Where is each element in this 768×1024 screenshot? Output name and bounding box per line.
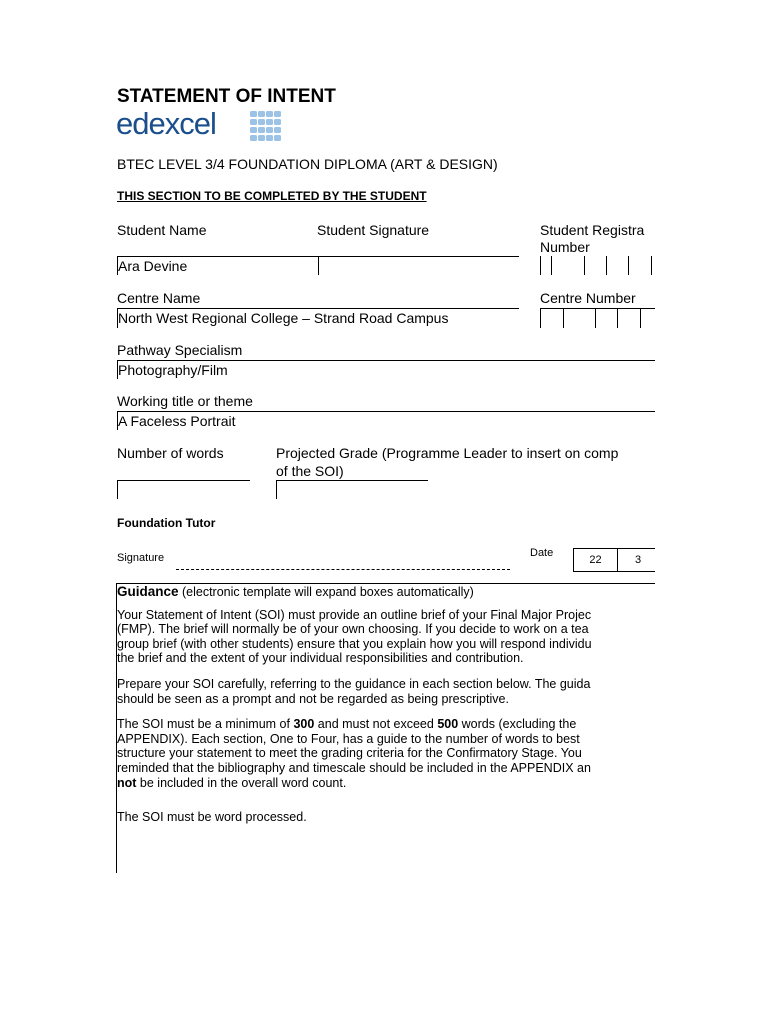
projected-grade-label-2: of the SOI)	[276, 463, 344, 479]
course-subtitle: BTEC LEVEL 3/4 FOUNDATION DIPLOMA (ART & DESIGN)	[117, 156, 498, 172]
section-heading: THIS SECTION TO BE COMPLETED BY THE STUDENT	[117, 189, 427, 203]
centre-field-line	[117, 308, 519, 309]
guidance-paragraph-3: The SOI must be a minimum of 300 and must not exceed 500 words (excluding the APPENDIX). Each section, One to Four, has a guide to the number of words to best structure your statement to meet the grading criteria for the Confirmatory Stage. You reminded that the bibliography and timescale should be included in the APPENDIX an not be included in the overall word count.	[117, 717, 591, 790]
number-of-words-label: Number of words	[117, 445, 224, 461]
projected-grade-label: Projected Grade (Programme Leader to insert on comp	[276, 445, 619, 461]
box-divider	[640, 308, 641, 328]
box-divider	[584, 256, 585, 275]
tutor-signature-line[interactable]	[176, 569, 510, 570]
guidance-paragraph-1: Your Statement of Intent (SOI) must provide an outline brief of your Final Major Projec (FMP). The brief will normally be of your own choosing. If you decide to work on a tea group brief (with other students) ensure that you explain how you will respond individu the brief and the extent of your individual responsibilities and contribution.	[117, 607, 592, 666]
guidance-heading: Guidance	[117, 584, 179, 599]
student-signature-field[interactable]	[319, 257, 517, 275]
logo-text: edexcel	[116, 106, 216, 141]
number-of-words-field[interactable]	[118, 481, 248, 499]
working-title-field[interactable]: A Faceless Portrait	[118, 413, 236, 429]
guidance-box	[117, 583, 655, 836]
centre-number-label: Centre Number	[540, 290, 636, 306]
working-title-label: Working title or theme	[117, 393, 253, 409]
centre-name-field[interactable]: North West Regional College – Strand Road Campus	[118, 310, 449, 326]
signature-label: Signature	[117, 552, 165, 564]
document-title: STATEMENT OF INTENT	[117, 86, 336, 107]
guidance-paragraph-2: Prepare your SOI carefully, referring to the guidance in each section below. The guida should be seen as a prompt and not be regarded as being prescriptive.	[117, 676, 591, 706]
box-divider	[617, 308, 618, 328]
working-title-field-line	[117, 411, 655, 412]
projected-grade-field[interactable]	[277, 481, 427, 499]
guidance-heading-note: (electronic template will expand boxes automatically)	[178, 585, 474, 599]
box-divider	[595, 308, 596, 328]
date-month-box[interactable]: 3	[617, 548, 655, 572]
guidance-paragraph-4: The SOI must be word processed.	[117, 810, 307, 825]
box-divider	[551, 256, 552, 275]
pathway-field-line	[117, 360, 655, 361]
student-name-field[interactable]: Ara Devine	[118, 258, 188, 274]
student-signature-label: Student Signature	[317, 222, 430, 238]
student-registration-label-2: Number	[540, 239, 590, 255]
student-registration-label: Student Registra	[540, 222, 645, 238]
student-name-label: Student Name	[117, 222, 207, 238]
box-divider	[540, 256, 541, 275]
date-day-box[interactable]: 22	[573, 548, 618, 572]
box-divider	[563, 308, 564, 328]
logo-dots-icon	[250, 111, 282, 141]
pathway-field[interactable]: Photography/Film	[118, 362, 228, 378]
box-divider	[606, 256, 607, 275]
date-label: Date	[530, 547, 554, 559]
box-divider	[540, 308, 541, 328]
box-divider	[628, 256, 629, 275]
pathway-label: Pathway Specialism	[117, 342, 243, 358]
foundation-tutor-heading: Foundation Tutor	[117, 516, 216, 530]
box-divider	[651, 256, 652, 275]
centre-name-label: Centre Name	[117, 290, 201, 306]
centre-number-top-line	[540, 308, 655, 309]
